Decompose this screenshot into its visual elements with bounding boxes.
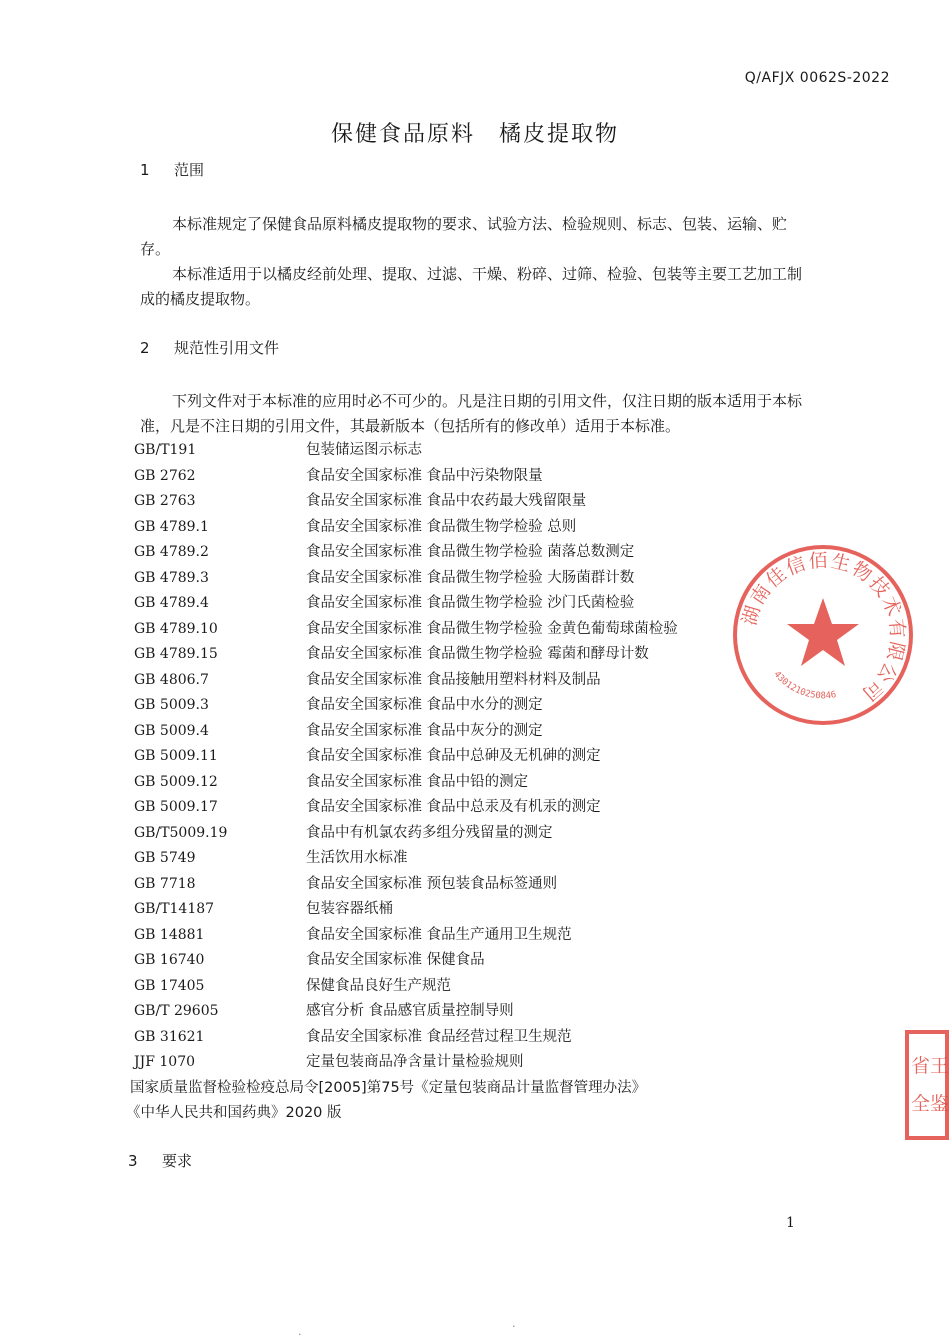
document-code: Q/AFJX 0062S-2022 [744, 70, 890, 86]
reference-code: GB 4789.4 [134, 595, 209, 611]
reference-title: 食品安全国家标准 食品中铅的测定 [306, 773, 529, 790]
reference-title: 食品安全国家标准 食品生产通用卫生规范 [306, 926, 572, 943]
reference-code: GB/T14187 [134, 901, 215, 917]
section-1-heading [140, 159, 204, 180]
reference-code: GB 17405 [134, 977, 205, 994]
svg-text:省王: 省王 [911, 1055, 950, 1077]
company-seal-icon [728, 540, 918, 730]
reference-row [134, 642, 678, 668]
reference-code: GB 7718 [134, 875, 196, 892]
reference-code: GB 4789.10 [134, 620, 218, 637]
reference-row [134, 617, 678, 643]
reference-code: GB 4806.7 [134, 671, 209, 688]
reference-code: JJF 1070 [134, 1054, 196, 1070]
reference-code: GB 14881 [134, 926, 205, 943]
reference-code: GB 5009.12 [134, 773, 218, 790]
reference-title: 食品安全国家标准 食品微生物学检验 菌落总数测定 [306, 544, 635, 560]
extra-reference-pharmacopoeia: 《中华人民共和国药典》2020 版 [126, 1105, 342, 1121]
reference-code: GB 4789.3 [134, 569, 209, 586]
reference-title: 食品安全国家标准 食品微生物学检验 金黄色葡萄球菌检验 [306, 620, 678, 637]
reference-row [134, 872, 678, 898]
reference-code: GB 5009.17 [134, 799, 218, 815]
reference-row [134, 1025, 678, 1051]
reference-code: GB 4789.2 [134, 544, 209, 560]
reference-title: 食品安全国家标准 食品微生物学检验 霉菌和酵母计数 [306, 646, 649, 662]
reference-code: GB 4789.1 [134, 518, 209, 535]
section-number: 1 [140, 161, 150, 179]
section-label: 要求 [162, 1152, 193, 1170]
reference-row [134, 1050, 678, 1076]
reference-row [134, 974, 678, 1000]
section-label: 规范性引用文件 [174, 339, 280, 357]
reference-title: 感官分析 食品感官质量控制导则 [306, 1003, 514, 1019]
reference-row [134, 923, 678, 949]
reference-row [134, 846, 678, 872]
reference-row [134, 515, 678, 541]
reference-code: GB 5749 [134, 850, 196, 866]
reference-code: GB 4789.15 [134, 646, 218, 662]
reference-title: 食品安全国家标准 预包装食品标签通则 [306, 875, 558, 892]
document-title: 保健食品原料 橘皮提取物 [330, 122, 619, 147]
reference-title: 食品安全国家标准 食品微生物学检验 沙门氏菌检验 [306, 595, 635, 611]
section-2-heading [140, 337, 279, 358]
section-label: 范围 [174, 161, 205, 179]
reference-title: 食品安全国家标准 食品中污染物限量 [306, 467, 543, 484]
reference-row [134, 999, 678, 1025]
reference-code: GB 2762 [134, 467, 196, 484]
reference-row [134, 693, 678, 719]
reference-row [134, 591, 678, 617]
reference-title: 食品安全国家标准 食品中农药最大残留限量 [306, 493, 587, 509]
reference-title: 食品安全国家标准 保健食品 [306, 952, 485, 968]
svg-text:4301210250846 [771, 670, 837, 702]
reference-code: GB 5009.11 [134, 748, 218, 764]
reference-title: 食品安全国家标准 食品微生物学检验 大肠菌群计数 [306, 569, 635, 586]
reference-code: GB 2763 [134, 493, 196, 509]
svg-text:全鉴: 全鉴 [911, 1093, 950, 1115]
section-3-heading [128, 1150, 192, 1171]
reference-title: 包装容器纸桶 [306, 901, 393, 917]
seal-number: 4301210250846 [771, 669, 838, 702]
reference-row [134, 489, 678, 515]
reference-row [134, 948, 678, 974]
scan-speck: · [512, 1320, 516, 1333]
reference-code: GB 31621 [134, 1028, 205, 1045]
reference-row [134, 464, 678, 490]
reference-title: 食品安全国家标准 食品接触用塑料材料及制品 [306, 671, 601, 688]
reference-title: 生活饮用水标准 [306, 850, 408, 866]
reference-row [134, 770, 678, 796]
reference-title: 食品安全国家标准 食品中水分的测定 [306, 697, 543, 713]
page-number: 1 [786, 1215, 795, 1231]
extra-reference-order: 国家质量监督检验检疫总局令[2005]第75号《定量包装商品计量监督管理办法》 [130, 1080, 647, 1096]
edge-stamp-icon [905, 1030, 950, 1140]
reference-title: 食品安全国家标准 食品中灰分的测定 [306, 722, 543, 739]
reference-title: 保健食品良好生产规范 [306, 977, 451, 994]
reference-code: GB/T 29605 [134, 1003, 219, 1019]
reference-code: GB/T5009.19 [134, 824, 228, 841]
reference-title: 食品安全国家标准 食品中总砷及无机砷的测定 [306, 748, 601, 764]
reference-row [134, 566, 678, 592]
reference-row [134, 540, 678, 566]
reference-title: 定量包装商品净含量计量检验规则 [306, 1054, 524, 1070]
scope-paragraph-2: 本标准适用于以橘皮经前处理、提取、过滤、干燥、粉碎、过筛、检验、包装等主要工艺加工制成的橘皮提取物。 [140, 265, 803, 308]
reference-code: GB 5009.3 [134, 697, 209, 713]
reference-list [134, 438, 678, 1076]
reference-row [134, 438, 678, 464]
section-number: 3 [128, 1152, 138, 1170]
scope-paragraph-1: 本标准规定了保健食品原料橘皮提取物的要求、试验方法、检验规则、标志、包装、运输、贮存。 [140, 215, 788, 258]
scan-speck: · [298, 1328, 302, 1341]
reference-title: 食品安全国家标准 食品中总汞及有机汞的测定 [306, 799, 601, 815]
reference-code: GB/T191 [134, 442, 197, 458]
section-number: 2 [140, 339, 150, 357]
reference-row [134, 744, 678, 770]
reference-row [134, 719, 678, 745]
reference-title: 食品中有机氯农药多组分残留量的测定 [306, 824, 553, 841]
reference-title: 包装储运图示标志 [306, 442, 422, 458]
reference-code: GB 5009.4 [134, 722, 209, 739]
reference-row [134, 795, 678, 821]
reference-row [134, 668, 678, 694]
reference-row [134, 897, 678, 923]
reference-title: 食品安全国家标准 食品经营过程卫生规范 [306, 1028, 572, 1045]
seal-text: 湖南佳信佰生物技术有限公司 [738, 549, 909, 706]
reference-row [134, 821, 678, 847]
reference-code: GB 16740 [134, 952, 205, 968]
reference-title: 食品安全国家标准 食品微生物学检验 总则 [306, 518, 577, 535]
references-intro: 下列文件对于本标准的应用时必不可少的。凡是注日期的引用文件，仅注日期的版本适用于本标准，凡是不注日期的引用文件，其最新版本（包括所有的修改单）适用于本标准。 [140, 392, 803, 435]
